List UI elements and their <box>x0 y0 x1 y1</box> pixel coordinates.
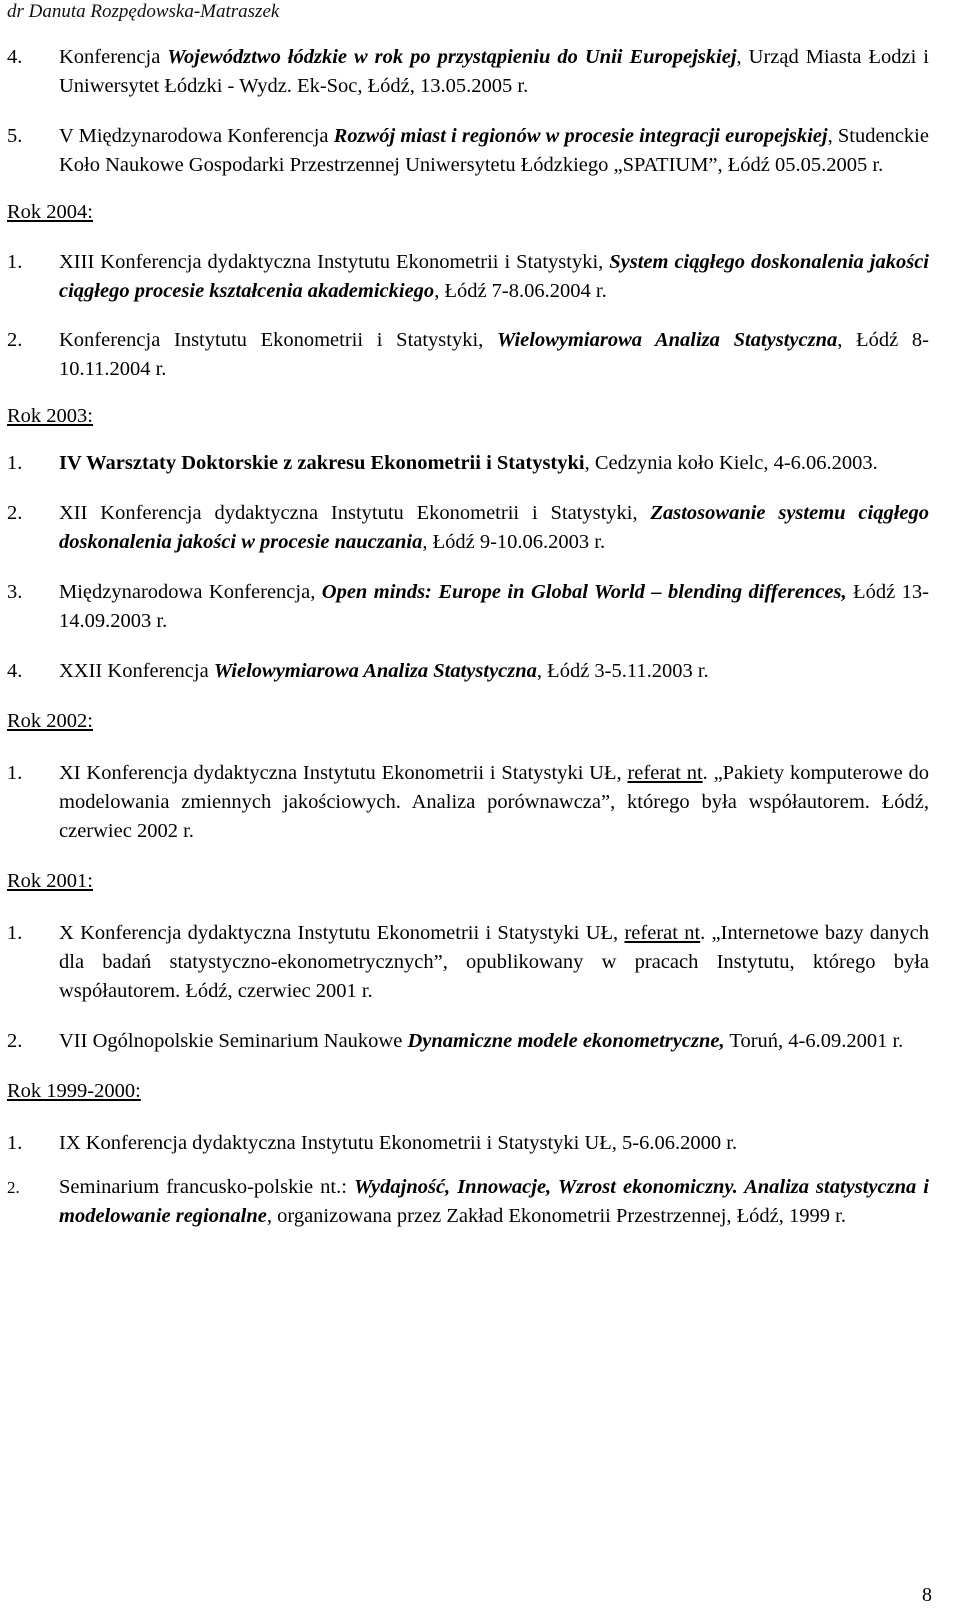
item-number: 5. <box>7 125 23 147</box>
item-text: Seminarium francusko-polskie nt.: <box>59 1176 354 1198</box>
list-item <box>7 1129 929 1158</box>
item-title: Dynamiczne modele ekonometryczne, <box>407 1030 725 1052</box>
list-item <box>7 578 929 636</box>
section-heading-2001: Rok 2001: <box>7 870 93 892</box>
item-number: 1. <box>7 452 23 474</box>
item-title: Wydajność, Innowacje, Wzrost ekonomiczny. Analiza statystyczna i modelowanie regionalne <box>59 1176 929 1227</box>
item-text: VII Ogólnopolskie Seminarium Naukowe <box>59 1030 408 1052</box>
item-number: 3. <box>7 581 23 603</box>
item-title: Rozwój miast i regionów w procesie integracji europejskiej <box>333 125 828 147</box>
item-text: , Łódź 8-10.11.2004 r. <box>59 329 929 380</box>
item-number: 1. <box>7 1132 23 1154</box>
list-item <box>7 1173 929 1231</box>
item-text: , organizowana przez Zakład Ekonometrii Przestrzennej, Łódź, 1999 r. <box>266 1205 846 1227</box>
list-item <box>7 1027 929 1056</box>
list-item <box>7 759 929 846</box>
item-text: X Konferencja dydaktyczna Instytutu Ekonometrii i Statystyki UŁ, <box>59 922 625 944</box>
list-item <box>7 499 929 557</box>
item-number: 4. <box>7 660 23 682</box>
item-text: , Cedzynia koło Kielc, 4-6.06.2003. <box>584 452 878 474</box>
list-item <box>7 657 929 686</box>
item-text: Międzynarodowa Konferencja, <box>59 581 322 603</box>
item-underlined: referat nt <box>624 922 701 944</box>
item-title: IV Warsztaty Doktorskie z zakresu Ekonometrii i Statystyki <box>59 452 585 474</box>
item-title: Open minds: Europe in Global World – blending differences, <box>321 581 847 603</box>
item-text: IX Konferencja dydaktyczna Instytutu Ekonometrii i Statystyki UŁ, 5-6.06.2000 r. <box>59 1132 738 1154</box>
list-item <box>7 43 929 101</box>
section-heading-2002: Rok 2002: <box>7 710 93 732</box>
list-item <box>7 122 929 180</box>
item-title: Zastosowanie systemu ciągłego doskonalenia jakości w procesie nauczania <box>59 502 929 553</box>
item-text: . „Pakiety komputerowe do modelowania zmiennych jakościowych. Analiza porównawcza”, którego była współautorem. Łódź, czerwiec 2002 r. <box>59 762 929 842</box>
item-text: , Łódź 7-8.06.2004 r. <box>434 280 607 302</box>
page-number: 8 <box>922 1584 932 1606</box>
item-text: Toruń, 4-6.09.2001 r. <box>724 1030 904 1052</box>
item-text: , Łódź 3-5.11.2003 r. <box>536 660 709 682</box>
item-text: , Łódź 9-10.06.2003 r. <box>422 531 606 553</box>
item-text: . „Internetowe bazy danych dla badań statystyczno-ekonometrycznych”, opublikowany w pracach Instytutu, którego była współautorem. Łódź, czerwiec 2001 r. <box>59 922 930 1002</box>
list-item <box>7 919 929 1006</box>
item-text: Konferencja Instytutu Ekonometrii i Statystyki, <box>59 329 497 351</box>
running-header: dr Danuta Rozpędowska-Matraszek <box>7 1 280 22</box>
section-heading-2003: Rok 2003: <box>7 405 93 427</box>
item-number: 2. <box>7 502 23 524</box>
item-text: , Studenckie Koło Naukowe Gospodarki Przestrzennej Uniwersytetu Łódzkiego „SPATIUM”, Łódź 05.05.2005 r. <box>59 125 929 176</box>
item-number: 1. <box>7 762 23 784</box>
item-text: Łódź 13-14.09.2003 r. <box>59 581 929 632</box>
item-title: Wielowymiarowa Analiza Statystyczna <box>213 660 537 682</box>
item-number: 1. <box>7 251 23 273</box>
item-title: Województwo łódzkie w rok po przystąpieniu do Unii Europejskiej <box>167 46 737 68</box>
document-body <box>7 43 929 1231</box>
item-underlined: referat nt <box>627 762 703 784</box>
item-number: 1. <box>7 922 23 944</box>
item-text: XII Konferencja dydaktyczna Instytutu Ekonometrii i Statystyki, <box>59 502 651 524</box>
item-text: V Międzynarodowa Konferencja <box>59 125 334 147</box>
item-title: Wielowymiarowa Analiza Statystyczna <box>497 329 838 351</box>
item-text: XI Konferencja dydaktyczna Instytutu Ekonometrii i Statystyki UŁ, <box>59 762 628 784</box>
item-number: 2. <box>7 1030 23 1052</box>
item-number: 4. <box>7 46 23 68</box>
section-heading-2004: Rok 2004: <box>7 201 93 223</box>
item-text: XXII Konferencja <box>59 660 214 682</box>
list-item <box>7 248 929 306</box>
list-item <box>7 449 929 478</box>
item-number: 2. <box>7 1178 20 1197</box>
list-item <box>7 326 929 384</box>
item-number: 2. <box>7 329 23 351</box>
item-text: Konferencja <box>59 46 168 68</box>
item-text: XIII Konferencja dydaktyczna Instytutu Ekonometrii i Statystyki, <box>59 251 610 273</box>
item-text: , Urząd Miasta Łodzi i Uniwersytet Łódzki - Wydz. Ek-Soc, Łódź, 13.05.2005 r. <box>59 46 929 97</box>
item-title: System ciągłego doskonalenia jakości ciągłego procesie kształcenia akademickiego <box>59 251 929 302</box>
section-heading-1999-2000: Rok 1999-2000: <box>7 1080 141 1102</box>
